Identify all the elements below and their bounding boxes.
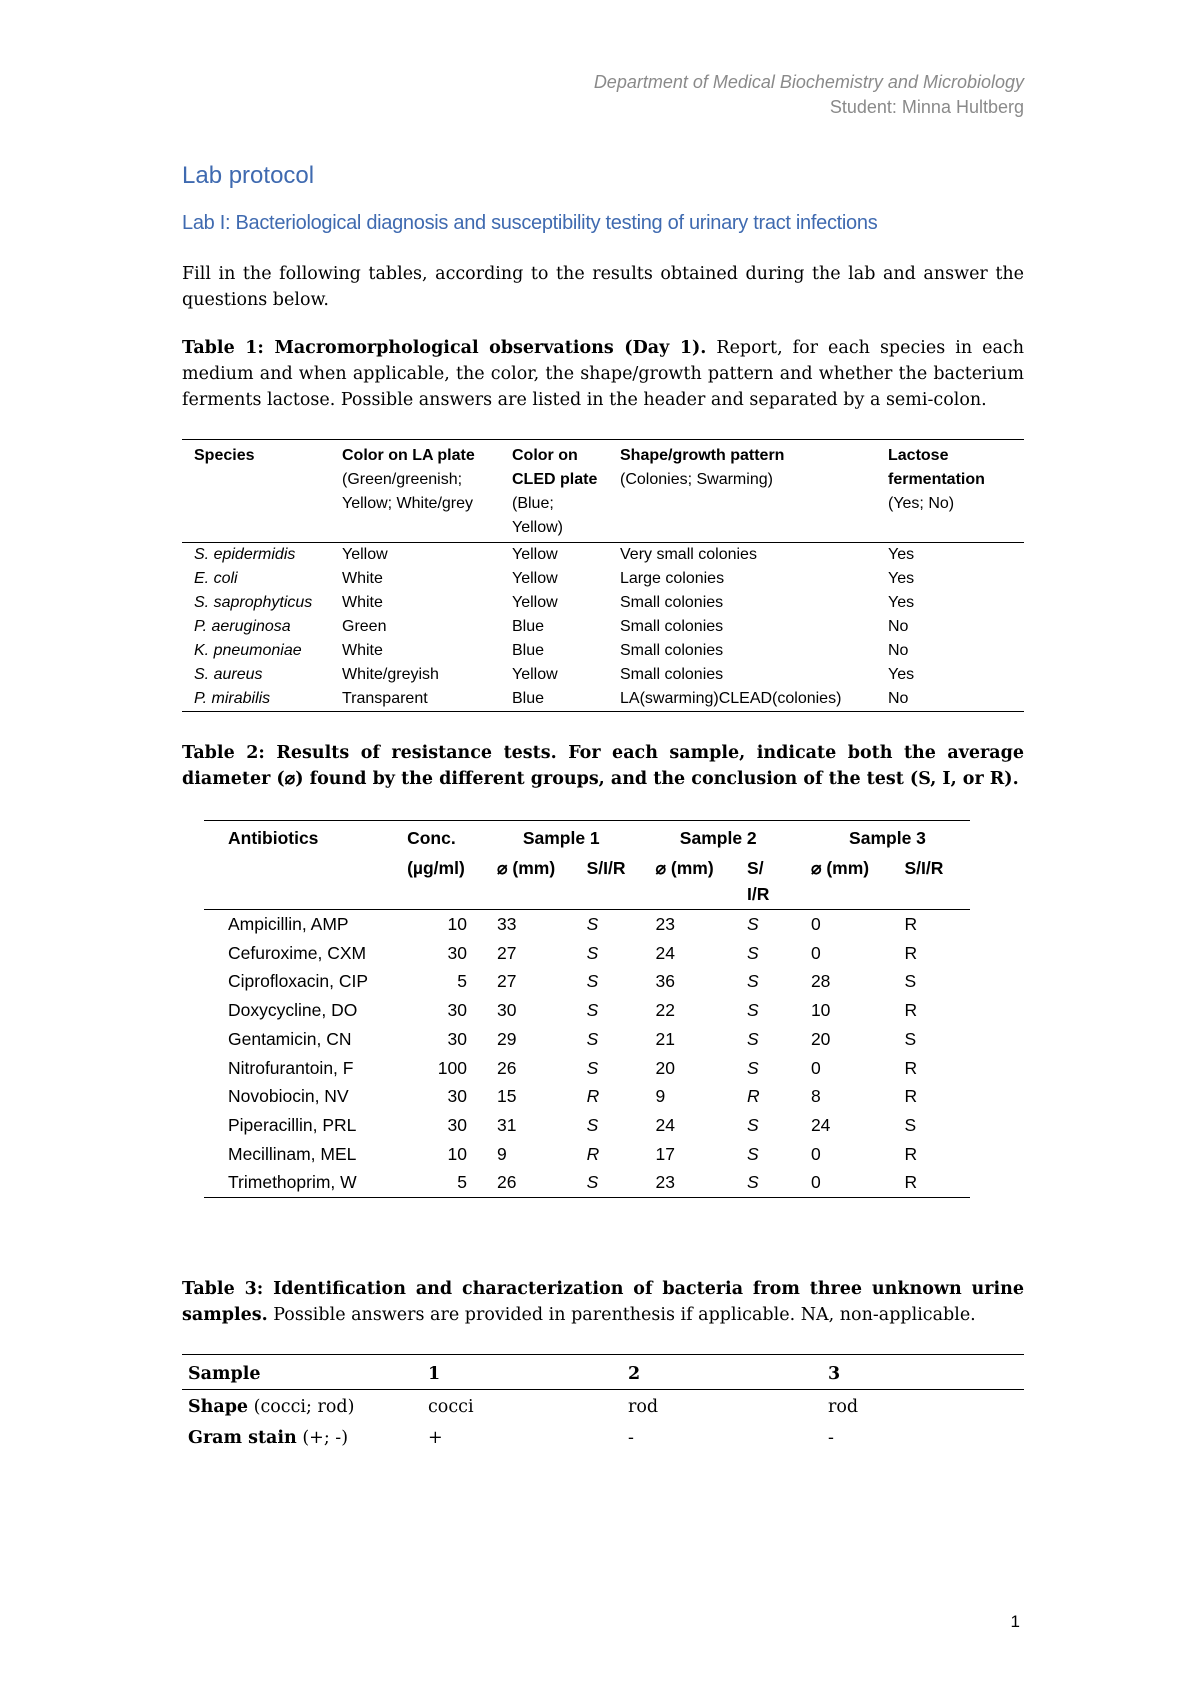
table2-cell-conc: 30 bbox=[447, 1086, 467, 1107]
table1-cell-cled: Blue bbox=[512, 618, 545, 635]
table1-cell-la: Yellow bbox=[342, 546, 388, 563]
table3-row-label-options: (+; -) bbox=[296, 1428, 349, 1449]
table2-cell-d2: 24 bbox=[655, 1114, 675, 1135]
header-diameter-2: ⌀ (mm) bbox=[632, 851, 724, 910]
table1-cell-la: White bbox=[342, 642, 383, 659]
table2-cell-r1: S bbox=[586, 971, 599, 992]
table1-cell-cled: Yellow bbox=[512, 666, 558, 683]
table1-header-0 bbox=[182, 440, 330, 543]
table1-cell-lactose: No bbox=[876, 687, 1024, 712]
table1-cell-shape: Large colonies bbox=[620, 570, 725, 587]
table2-cell-d1: 29 bbox=[497, 1028, 517, 1049]
table2-cell-conc: 30 bbox=[447, 1114, 467, 1135]
table-row bbox=[182, 1390, 1024, 1422]
table2-cell-d2: 9 bbox=[655, 1086, 666, 1107]
header-concentration: Conc. bbox=[383, 821, 473, 852]
table2-cell-r3: R bbox=[904, 1086, 918, 1107]
header-sample-3: Sample 3 bbox=[787, 821, 970, 852]
table2-cell-r1: S bbox=[586, 1000, 599, 1021]
table1-cell-shape: Small colonies bbox=[620, 594, 724, 611]
table1-cell-cled: Yellow bbox=[512, 546, 558, 563]
table3-header-3: 3 bbox=[822, 1355, 1024, 1390]
table2-cell-ab: Novobiocin, NV bbox=[228, 1086, 349, 1107]
document-body bbox=[182, 162, 1024, 1452]
table2-cell-r2: S bbox=[723, 1168, 787, 1197]
header-sir-2: S/ I/R bbox=[723, 851, 787, 910]
table2-cell-r2: S bbox=[747, 1114, 759, 1135]
table2-cell-r1: S bbox=[586, 942, 599, 963]
table2-cell-r3: R bbox=[880, 1168, 970, 1197]
table3-cell-v3: - bbox=[828, 1428, 834, 1449]
table1-cell-la: White/greyish bbox=[342, 666, 439, 683]
table-row bbox=[204, 1168, 970, 1197]
table1-cell-cled: Blue bbox=[500, 687, 608, 712]
table3-row-label-bold: Shape bbox=[188, 1397, 249, 1418]
table1-cell-lactose: Yes bbox=[888, 666, 915, 683]
table2-cell-r3: R bbox=[904, 1143, 918, 1164]
table2-cell-r2: S bbox=[747, 942, 759, 963]
table-row bbox=[204, 1111, 970, 1140]
table1-cell-la: Green bbox=[342, 618, 387, 635]
header-diameter-1: ⌀ (mm) bbox=[473, 851, 563, 910]
resistance-table bbox=[204, 820, 970, 1198]
table3-header-0: Sample bbox=[182, 1355, 422, 1390]
table1-cell-la: White bbox=[342, 570, 383, 587]
table3-cell-v1: + bbox=[428, 1428, 443, 1449]
table-row bbox=[204, 1140, 970, 1169]
table1-cell-cled: Blue bbox=[512, 642, 545, 659]
table2-cell-r1: R bbox=[586, 1143, 600, 1164]
table2-cell-r3: S bbox=[904, 1114, 917, 1135]
table3-caption bbox=[182, 1276, 1024, 1328]
table1-cell-cled: Yellow bbox=[512, 570, 558, 587]
table2-cell-r3: S bbox=[904, 1028, 917, 1049]
table1-cell-species: S. aureus bbox=[194, 666, 263, 683]
table3-row-label bbox=[182, 1421, 422, 1452]
table1-cell-lactose: Yes bbox=[888, 570, 915, 587]
table2-cell-ab: Ampicillin, AMP bbox=[228, 914, 349, 934]
table2-cell-conc: 30 bbox=[447, 942, 467, 963]
table3-row-label bbox=[182, 1390, 422, 1422]
table2-cell-conc: 10 bbox=[447, 1143, 467, 1164]
header-sir-3: S/I/R bbox=[880, 851, 970, 910]
table-row bbox=[182, 615, 1024, 639]
table2-cell-ab: Doxycycline, DO bbox=[228, 1000, 358, 1021]
table1-cell-lactose: Yes bbox=[888, 546, 915, 563]
table1-header-1 bbox=[330, 440, 500, 543]
table2-cell-conc: 100 bbox=[437, 1057, 467, 1078]
header-sample-2: Sample 2 bbox=[632, 821, 787, 852]
table1-header-title: Color on LA plate bbox=[342, 447, 475, 464]
table-row bbox=[182, 639, 1024, 663]
table3-cell-v2: - bbox=[628, 1428, 634, 1449]
table2-cell-r2: S bbox=[747, 1143, 759, 1164]
table2-cell-d3: 0 bbox=[810, 942, 821, 963]
header-sample-1: Sample 1 bbox=[473, 821, 632, 852]
table2-cell-r2: S bbox=[747, 1028, 759, 1049]
table1-header-title: Species bbox=[194, 447, 255, 464]
table1-cell-species: S. epidermidis bbox=[194, 546, 296, 563]
table-row bbox=[204, 910, 970, 939]
table1-cell-lactose: Yes bbox=[888, 594, 915, 611]
table1-cell-species: E. coli bbox=[194, 570, 238, 587]
table2-cell-d1: 31 bbox=[497, 1114, 517, 1135]
table1-cell-lactose: No bbox=[888, 642, 909, 659]
table2-cell-d2: 24 bbox=[655, 942, 675, 963]
table1-caption-title: Table 1: Macromorphological observations (Day 1). bbox=[182, 338, 707, 358]
table3-cell-v3: rod bbox=[828, 1397, 859, 1418]
table3-row-label-bold: Gram stain bbox=[188, 1428, 297, 1449]
table1-cell-shape: Very small colonies bbox=[620, 546, 757, 563]
table-row bbox=[182, 543, 1024, 568]
table2-cell-r1: S bbox=[563, 1168, 632, 1197]
table1-cell-lactose: No bbox=[888, 618, 909, 635]
table2-cell-d1: 9 bbox=[497, 1143, 507, 1164]
table1-cell-shape: Small colonies bbox=[620, 618, 724, 635]
department-name: Department of Medical Biochemistry and Microbiology bbox=[593, 72, 1024, 92]
table2-caption: Table 2: Results of resistance tests. For each sample, indicate both the average diameter (⌀) found by the different groups, and the conclusion of the test (S, I, or R). bbox=[182, 743, 1024, 789]
table3-header-1: 1 bbox=[422, 1355, 622, 1390]
table1-cell-cled: Yellow bbox=[512, 594, 558, 611]
table2-cell-d2: 17 bbox=[655, 1143, 675, 1164]
table2-cell-d2: 23 bbox=[632, 1168, 724, 1197]
header-antibiotics: Antibiotics bbox=[204, 821, 383, 852]
table2-cell-r1: S bbox=[586, 1114, 599, 1135]
table-row bbox=[182, 591, 1024, 615]
table1-header-options: (Green/greenish; Yellow; White/grey bbox=[342, 471, 474, 512]
table2-cell-r3: R bbox=[904, 1057, 918, 1078]
macromorphology-table bbox=[182, 439, 1024, 712]
table2-cell-d3: 8 bbox=[810, 1086, 821, 1107]
table1-caption bbox=[182, 335, 1024, 413]
table2-cell-d2: 21 bbox=[655, 1028, 675, 1049]
header-diameter-3: ⌀ (mm) bbox=[787, 851, 881, 910]
table2-cell-r1: S bbox=[586, 1057, 599, 1078]
table1-cell-species: P. mirabilis bbox=[182, 687, 330, 712]
table1-header-options: (Colonies; Swarming) bbox=[620, 471, 773, 488]
table1-header-2 bbox=[500, 440, 608, 543]
table-row bbox=[204, 939, 970, 968]
table2-cell-r3: S bbox=[904, 971, 917, 992]
table2-cell-r3: R bbox=[904, 942, 918, 963]
table1-cell-species: S. saprophyticus bbox=[194, 594, 313, 611]
table2-cell-conc: 5 bbox=[383, 1168, 473, 1197]
table1-header-title: Shape/growth pattern bbox=[620, 447, 785, 464]
table2-cell-d3: 24 bbox=[810, 1114, 831, 1135]
table-row bbox=[204, 967, 970, 996]
student-name: Student: Minna Hultberg bbox=[829, 97, 1024, 117]
header-sir-1: S/I/R bbox=[563, 851, 632, 910]
table2-cell-ab: Piperacillin, PRL bbox=[228, 1114, 357, 1135]
table2-cell-d1: 33 bbox=[497, 914, 517, 934]
intro-paragraph: Fill in the following tables, according to the results obtained during the lab and answer the questions below. bbox=[182, 264, 1024, 310]
table3-cell-v1: cocci bbox=[428, 1397, 474, 1418]
table-row bbox=[204, 1082, 970, 1111]
table2-cell-d1: 26 bbox=[497, 1057, 517, 1078]
table-row bbox=[182, 663, 1024, 687]
table-row bbox=[182, 687, 1024, 712]
header-conc-unit: (µg/ml) bbox=[383, 851, 473, 910]
table-row bbox=[182, 567, 1024, 591]
table2-cell-d3: 0 bbox=[810, 1057, 821, 1078]
table1-header-title: Color on CLED plate bbox=[512, 447, 598, 488]
table2-cell-conc: 30 bbox=[447, 1028, 467, 1049]
table1-cell-shape: LA(swarming)CLEAD(colonies) bbox=[608, 687, 876, 712]
table1-caption-text: Report, for each species in each medium and when applicable, the color, the shape/growth pattern and whether the bacterium ferments lactose. Possible answers are listed in the header and separated by a semi-colon. bbox=[182, 338, 1024, 410]
table-row bbox=[204, 996, 970, 1025]
header-blank bbox=[204, 851, 383, 910]
table2-cell-d3: 28 bbox=[810, 971, 831, 992]
table2-cell-d1: 27 bbox=[497, 971, 517, 992]
table-row bbox=[204, 1054, 970, 1083]
table2-cell-r2: S bbox=[747, 971, 759, 992]
table2-cell-d3: 20 bbox=[810, 1028, 831, 1049]
page-number: 1 bbox=[1010, 1612, 1020, 1631]
table2-cell-ab: Mecillinam, MEL bbox=[228, 1143, 357, 1164]
table3-header-2: 2 bbox=[622, 1355, 822, 1390]
table3-caption-title: Table 3: Identification and characterization of bacteria from three unknown urine samples. bbox=[182, 1279, 1024, 1326]
table1-cell-shape: Small colonies bbox=[620, 642, 724, 659]
table1-cell-la: White bbox=[342, 594, 383, 611]
table2-cell-d1: 26 bbox=[473, 1168, 563, 1197]
page-header bbox=[594, 70, 1024, 120]
table2-cell-ab: Cefuroxime, CXM bbox=[228, 942, 367, 963]
table2-cell-conc: 5 bbox=[457, 971, 467, 992]
table1-cell-species: K. pneumoniae bbox=[194, 642, 302, 659]
table-row bbox=[204, 1025, 970, 1054]
table1-header-options: (Blue; Yellow) bbox=[512, 495, 563, 536]
identification-table bbox=[182, 1354, 1024, 1452]
table2-cell-r2: S bbox=[747, 1057, 759, 1078]
table2-cell-d3: 10 bbox=[810, 1000, 831, 1021]
table2-cell-d2: 36 bbox=[655, 971, 675, 992]
table2-cell-ab: Nitrofurantoin, F bbox=[228, 1057, 354, 1078]
table2-cell-conc: 10 bbox=[447, 914, 467, 934]
table1-header-3 bbox=[608, 440, 876, 543]
table1-cell-la: Transparent bbox=[330, 687, 500, 712]
table2-cell-ab: Ciprofloxacin, CIP bbox=[228, 971, 369, 992]
table2-cell-r2: R bbox=[747, 1086, 760, 1107]
table2-cell-d3: 0 bbox=[810, 914, 821, 934]
table-row bbox=[182, 1421, 1024, 1452]
table2-cell-r1: S bbox=[586, 1028, 599, 1049]
table2-cell-d3: 0 bbox=[787, 1168, 881, 1197]
table2-cell-conc: 30 bbox=[447, 1000, 467, 1021]
table3-cell-v2: rod bbox=[628, 1397, 659, 1418]
table2-cell-r2: S bbox=[747, 914, 759, 934]
table2-cell-d1: 15 bbox=[497, 1086, 517, 1107]
table2-cell-r1: R bbox=[586, 1086, 600, 1107]
table1-cell-shape: Small colonies bbox=[620, 666, 724, 683]
table2-cell-r1: S bbox=[586, 914, 599, 934]
table3-caption-text: Possible answers are provided in parenthesis if applicable. NA, non-applicable. bbox=[267, 1305, 976, 1326]
table2-cell-d1: 30 bbox=[497, 1000, 517, 1021]
table1-header-4 bbox=[876, 440, 1024, 543]
table1-header-options: (Yes; No) bbox=[888, 495, 955, 512]
page-subtitle: Lab I: Bacteriological diagnosis and susceptibility testing of urinary tract infections bbox=[182, 212, 878, 234]
table2-cell-ab: Gentamicin, CN bbox=[228, 1028, 352, 1049]
table1-header-title: Lactose fermentation bbox=[888, 447, 985, 488]
table2-cell-d2: 23 bbox=[655, 914, 675, 934]
table2-cell-ab: Trimethoprim, W bbox=[204, 1168, 383, 1197]
table2-cell-r2: S bbox=[747, 1000, 759, 1021]
table1-cell-species: P. aeruginosa bbox=[194, 618, 291, 635]
table2-cell-d3: 0 bbox=[810, 1143, 821, 1164]
table2-cell-d2: 22 bbox=[655, 1000, 675, 1021]
page-title: Lab protocol bbox=[182, 162, 315, 189]
table2-cell-r3: R bbox=[904, 914, 918, 934]
table2-cell-d1: 27 bbox=[497, 942, 517, 963]
table2-cell-r3: R bbox=[904, 1000, 918, 1021]
table3-row-label-options: (cocci; rod) bbox=[248, 1397, 355, 1418]
table2-cell-d2: 20 bbox=[655, 1057, 675, 1078]
